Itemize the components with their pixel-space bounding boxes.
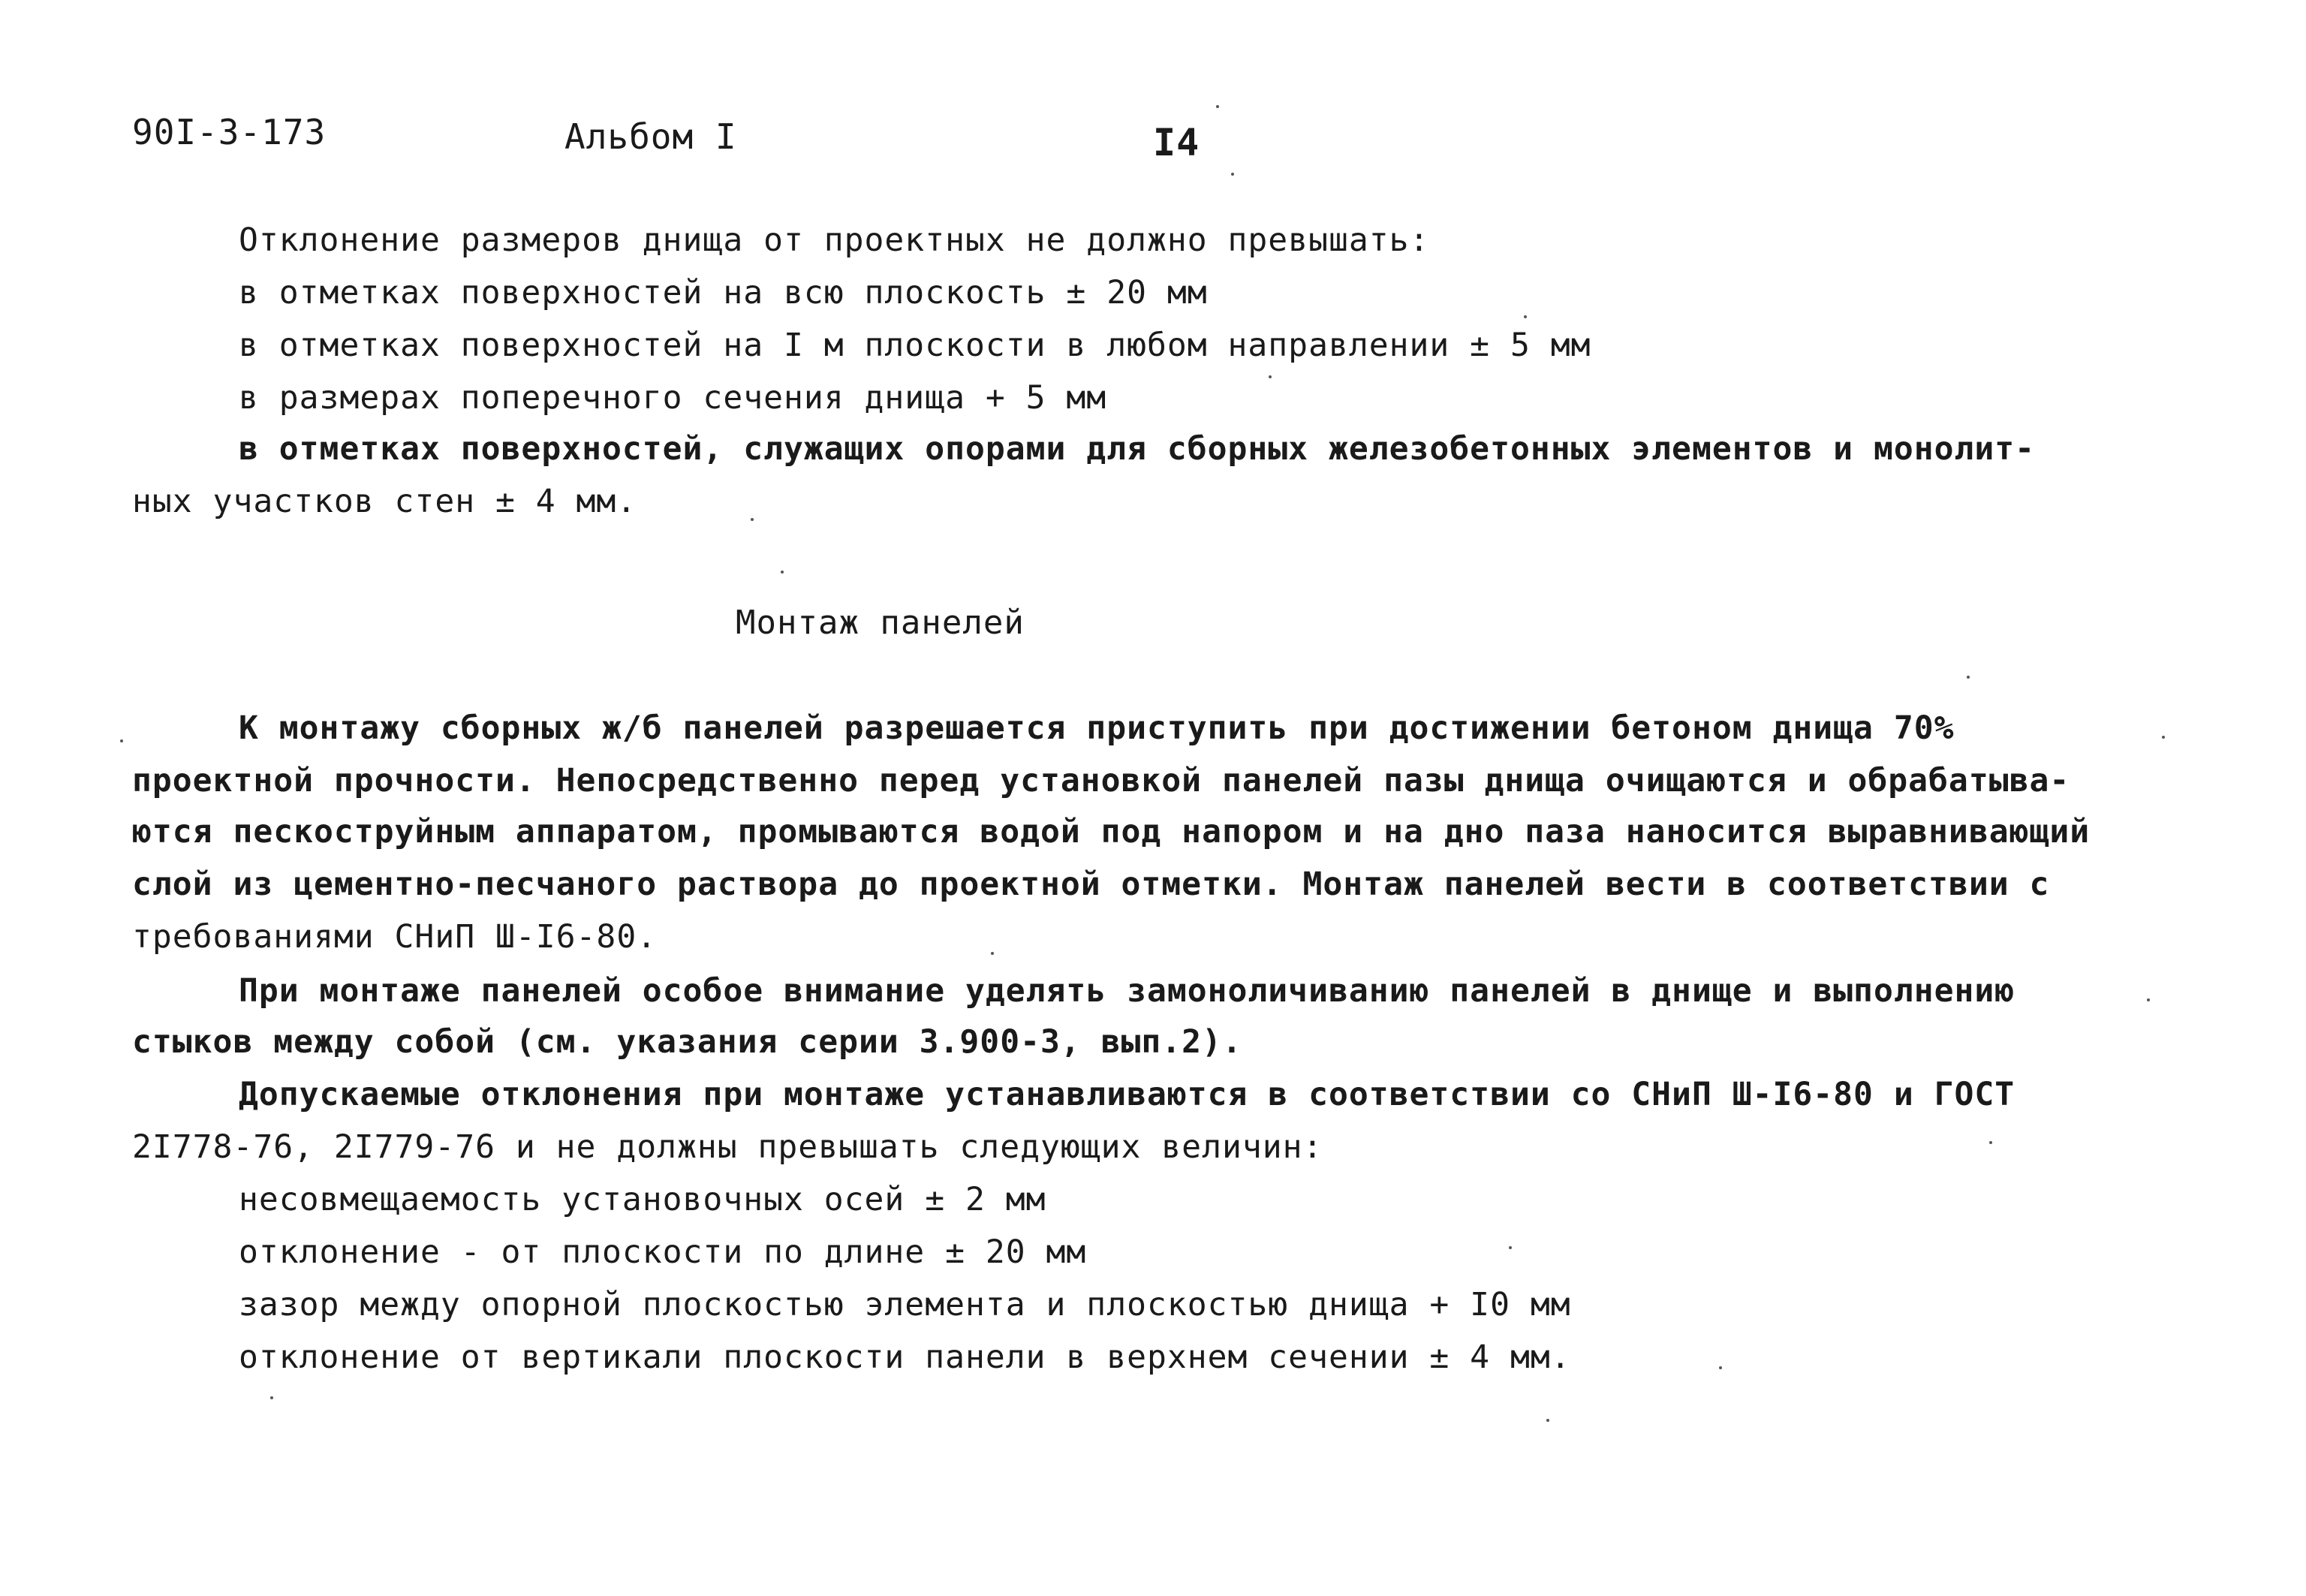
section1-item: в размерах поперечного сечения днища + 5 мм — [239, 379, 1107, 417]
scan-speck — [1719, 1366, 1722, 1369]
paragraph-line: слой из цементно-песчаного раствора до проектной отметки. Монтаж панелей вести в соответствии с — [132, 866, 2050, 903]
tolerance-item: зазор между опорной плоскостью элемента и плоскостью днища + I0 мм — [239, 1286, 1571, 1323]
scan-speck — [2162, 736, 2165, 739]
section-heading: Монтаж панелей — [736, 604, 1025, 642]
scan-speck — [1989, 1141, 1992, 1144]
tolerance-item: несовмещаемость установочных осей ± 2 мм — [239, 1181, 1046, 1218]
paragraph-line: проектной прочности. Непосредственно перед установкой панелей пазы днища очищаются и обрабатыва- — [132, 762, 2070, 800]
scan-speck — [991, 952, 994, 955]
section1-item: в отметках поверхностей, служащих опорами для сборных железобетонных элементов и монолит- — [239, 430, 2036, 468]
scan-speck — [1509, 1246, 1512, 1249]
paragraph-line: стыков между собой (см. указания серии 3.900-3, вып.2). — [132, 1023, 1242, 1061]
scan-speck — [270, 1396, 273, 1399]
scan-speck — [1231, 173, 1234, 176]
scan-speck — [120, 739, 123, 742]
section1-item: в отметках поверхностей на всю плоскость ± 20 мм — [239, 274, 1208, 312]
tolerance-item: отклонение - от плоскости по длине ± 20 мм — [239, 1233, 1087, 1271]
section1-item: в отметках поверхностей на I м плоскости в любом направлении ± 5 мм — [239, 327, 1591, 364]
paragraph-line: При монтаже панелей особое внимание уделять замоноличиванию панелей в днище и выполнению — [239, 972, 2015, 1010]
scan-speck — [1269, 375, 1272, 378]
scan-speck — [2147, 998, 2150, 1001]
scan-speck — [1967, 676, 1970, 679]
scan-speck — [781, 571, 784, 574]
tolerance-item: отклонение от вертикали плоскости панели в верхнем сечении ± 4 мм. — [239, 1339, 1571, 1376]
scan-speck — [1216, 105, 1219, 108]
section1-item-continuation: ных участков стен ± 4 мм. — [132, 483, 637, 520]
scan-speck — [751, 518, 754, 521]
page-number: I4 — [1153, 121, 1200, 164]
scan-speck — [1524, 315, 1527, 318]
paragraph-line: 2I778-76, 2I779-76 и не должны превышать следующих величин: — [132, 1128, 1323, 1166]
scan-speck — [1546, 1419, 1549, 1422]
paragraph-line: ются пескоструйным аппаратом, промываются водой под напором и на дно паза наносится выравнивающий — [132, 813, 2091, 851]
paragraph-line: требованиями СНиП Ш-I6-80. — [132, 918, 658, 956]
paragraph-line: К монтажу сборных ж/б панелей разрешается приступить при достижении бетоном днища 70% — [239, 709, 1955, 747]
section1-intro: Отклонение размеров днища от проектных не должно превышать: — [239, 221, 1430, 259]
paragraph-line: Допускаемые отклонения при монтаже устанавливаются в соответствии со СНиП Ш-I6-80 и ГОСТ — [239, 1076, 2015, 1113]
document-code: 90I-3-173 — [132, 112, 327, 152]
album-label: Альбом I — [564, 116, 737, 157]
